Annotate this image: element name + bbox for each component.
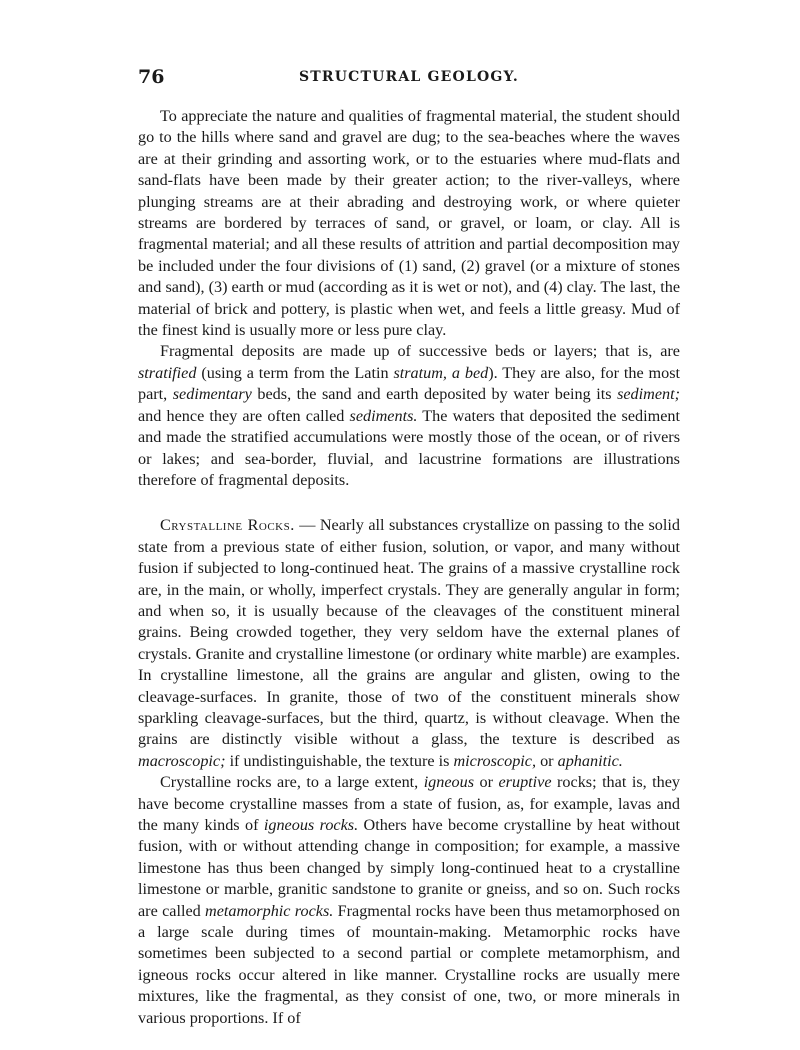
paragraph-text: and hence they are often called bbox=[138, 406, 350, 425]
italic-term: sediment; bbox=[617, 385, 680, 404]
paragraph-text: rocks; that is, they have become crystalline masses from a state of fusion, as, for example, lavas and the many kinds of bbox=[138, 773, 681, 834]
italic-term: aphanitic. bbox=[557, 751, 623, 770]
italic-term: igneous rocks. bbox=[263, 816, 359, 834]
paragraph-text: Fragmental deposits are made up of successive beds or layers; that is, are bbox=[160, 342, 680, 361]
italic-term: microscopic, bbox=[453, 751, 537, 770]
italic-term: eruptive bbox=[498, 773, 552, 792]
body-text bbox=[138, 106, 680, 1029]
italic-term: stratum, a bed bbox=[393, 363, 489, 382]
paragraph bbox=[138, 341, 680, 491]
paragraph-text: The waters that deposited the sediment and made the stratified accumulations were mostly those of the ocean, or of rivers or lakes; and sea-border, fluvial, and lacustrine formations are illustrations therefore of fragmental deposits. bbox=[138, 406, 680, 489]
italic-term: sediments. bbox=[349, 406, 418, 425]
paragraph-text: Fragmental rocks have been thus metamorphosed on a large scale during times of mountain-making. Metamorphic rocks have sometimes been subjected to a second partial or complete metamorphism, and igneous rocks occur altered in like manner. Crystalline rocks are usually mere mixtures, like the fragmental, as they consist of one, two, or more minerals in various proportions. If of bbox=[138, 901, 680, 1027]
running-title: STRUCTURAL GEOLOGY. bbox=[298, 69, 520, 85]
page-header bbox=[138, 66, 680, 92]
paragraph-text: if undistinguishable, the texture is bbox=[225, 751, 454, 770]
paragraph-text: Others have become crystalline by heat without fusion, with or without attending change in composition; for example, a massive limestone has thus been changed by simply long-continued heat to a crystalline limestone or marble, granitic sandstone to granite or gneiss, and so on. Such rocks are called bbox=[138, 816, 680, 920]
section-heading: Crystalline Rocks. bbox=[160, 516, 295, 535]
italic-term: stratified bbox=[138, 363, 197, 382]
paragraph-text: or bbox=[474, 773, 499, 792]
paragraph-text: ). They are also, for the most part, bbox=[138, 363, 681, 404]
paragraph-text: beds, the sand and earth deposited by water being its bbox=[251, 385, 618, 404]
paragraph-text: or bbox=[536, 751, 558, 770]
italic-term: igneous bbox=[423, 773, 475, 792]
italic-term: metamorphic rocks. bbox=[205, 901, 334, 920]
italic-term: macroscopic; bbox=[138, 751, 226, 770]
page-number: 76 bbox=[138, 66, 165, 88]
paragraph bbox=[138, 106, 680, 341]
paragraph-text: Crystalline rocks are, to a large extent, bbox=[160, 773, 424, 792]
paragraph-text: — Nearly all substances crystallize on passing to the solid state from a previous state of either fusion, solution, or vapor, and many without fusion if subjected to long-continued heat. The grains of a massive crystalline rock are, in the main, or wholly, imperfect crystals. They are generally angular in form; and when so, it is usually because of the cleavages of the constituent mineral grains. Being crowded together, they very seldom have the external planes of crystals. Granite and crystalline limestone (or ordinary white marble) are examples. In crystalline limestone, all the grains are angular and glisten, owing to the cleavage-surfaces. In granite, those of two of the constituent minerals show sparkling cleavage-surfaces, but the third, quartz, is without cleavage. When the grains are distinctly visible without a glass, the texture is described as bbox=[138, 516, 680, 749]
paragraph bbox=[138, 515, 680, 772]
paragraph bbox=[138, 772, 680, 1029]
italic-term: sedimentary bbox=[172, 385, 252, 404]
paragraph-text: To appreciate the nature and qualities of fragmental material, the student should go to the hills where sand and gravel are dug; to the sea-beaches where the waves are at their grinding and assorting work, or to the estuaries where mud-flats and sand-flats have been made by their greater action; to the river-valleys, where plunging streams are at their abrading and destroying work, or where quieter streams are bordered by terraces of sand, or gravel, or loam, or clay. All is fragmental material; and all these results of attrition and partial decomposition may be included under the four divisions of (1) sand, (2) gravel (or a mixture of stones and sand), (3) earth or mud (according as it is wet or not), and (4) clay. The last, the material of brick and pottery, is plastic when wet, and feels a little greasy. Mud of the finest kind is usually more or less pure clay. bbox=[138, 107, 680, 340]
paragraph-text: (using a term from the Latin bbox=[196, 363, 394, 382]
